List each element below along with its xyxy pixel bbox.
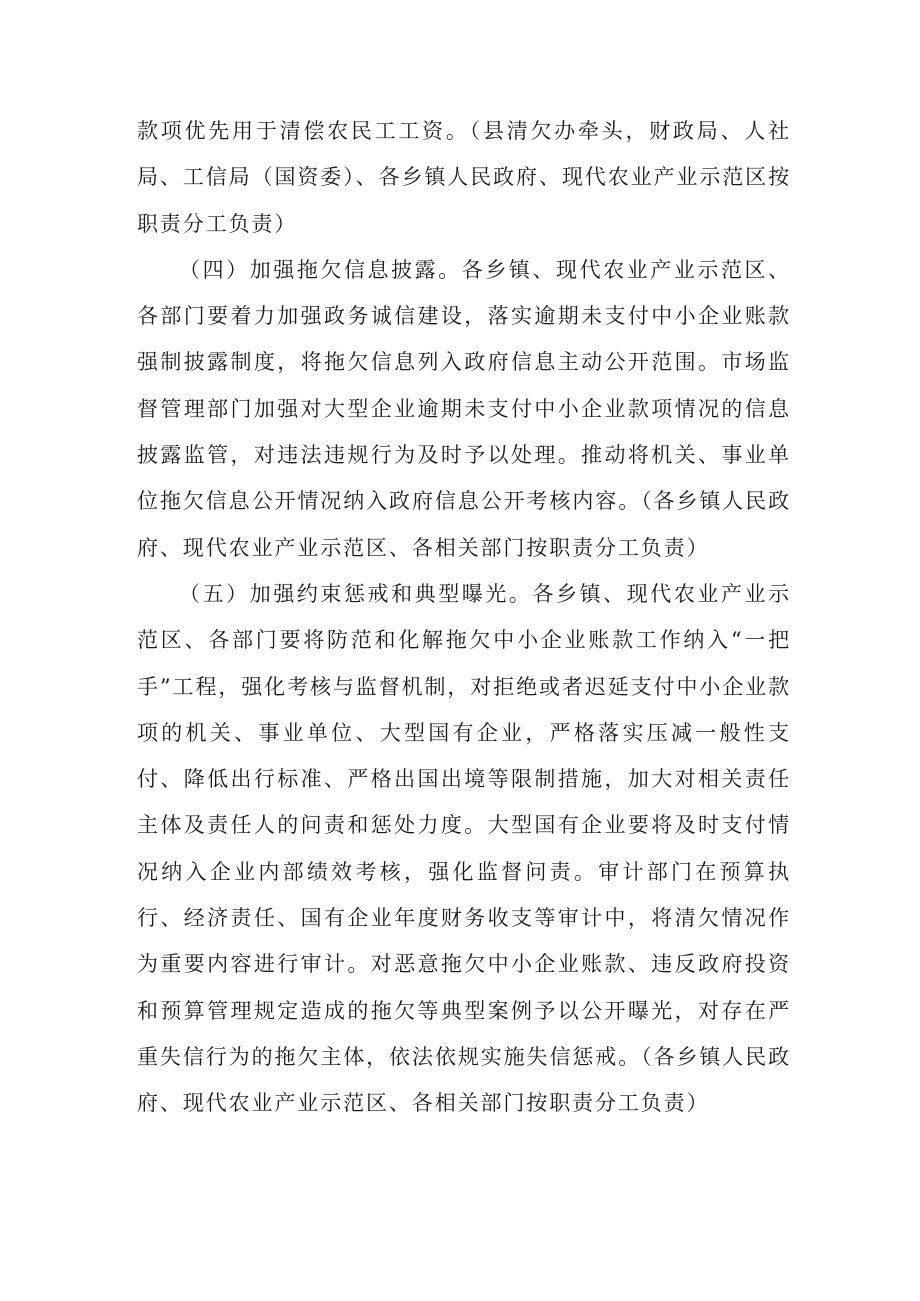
paragraph-section-5: （五）加强约束惩戒和典型曝光。各乡镇、现代农业产业示范区、各部门要将防范和化解拖欠中小企业账款工作纳入“一把手”工程，强化考核与监督机制，对拒绝或者迟延支付中小企业款项的机关、事业单位、大型国有企业，严格落实压减一般性支付、降低出行标准、严格出国出境等限制措施，加大对相关责任主体及责任人的问责和惩处力度。大型国有企业要将及时支付情况纳入企业内部绩效考核，强化监督问责。审计部门在预算执行、经济责任、国有企业年度财务收支等审计中，将清欠情况作为重要内容进行审计。对恶意拖欠中小企业账款、违反政府投资和预算管理规定造成的拖欠等典型案例予以公开曝光，对存在严重失信行为的拖欠主体，依法依规实施失信惩戒。（各乡镇人民政府、现代农业产业示范区、各相关部门按职责分工负责）: [137, 581, 791, 1116]
paragraph-continued: 款项优先用于清偿农民工工资。（县清欠办牵头，财政局、人社局、工信局（国资委）、各乡镇人民政府、现代农业产业示范区按职责分工负责）: [137, 119, 791, 236]
paragraph-section-4: （四）加强拖欠信息披露。各乡镇、现代农业产业示范区、各部门要着力加强政务诚信建设，落实逾期未支付中小企业账款强制披露制度，将拖欠信息列入政府信息主动公开范围。市场监督管理部门加强对大型企业逾期未支付中小企业款项情况的信息披露监管，对违法违规行为及时予以处理。推动将机关、事业单位拖欠信息公开情况纳入政府信息公开考核内容。（各乡镇人民政府、现代农业产业示范区、各相关部门按职责分工负责）: [137, 257, 791, 560]
document-body: [137, 108, 791, 1127]
